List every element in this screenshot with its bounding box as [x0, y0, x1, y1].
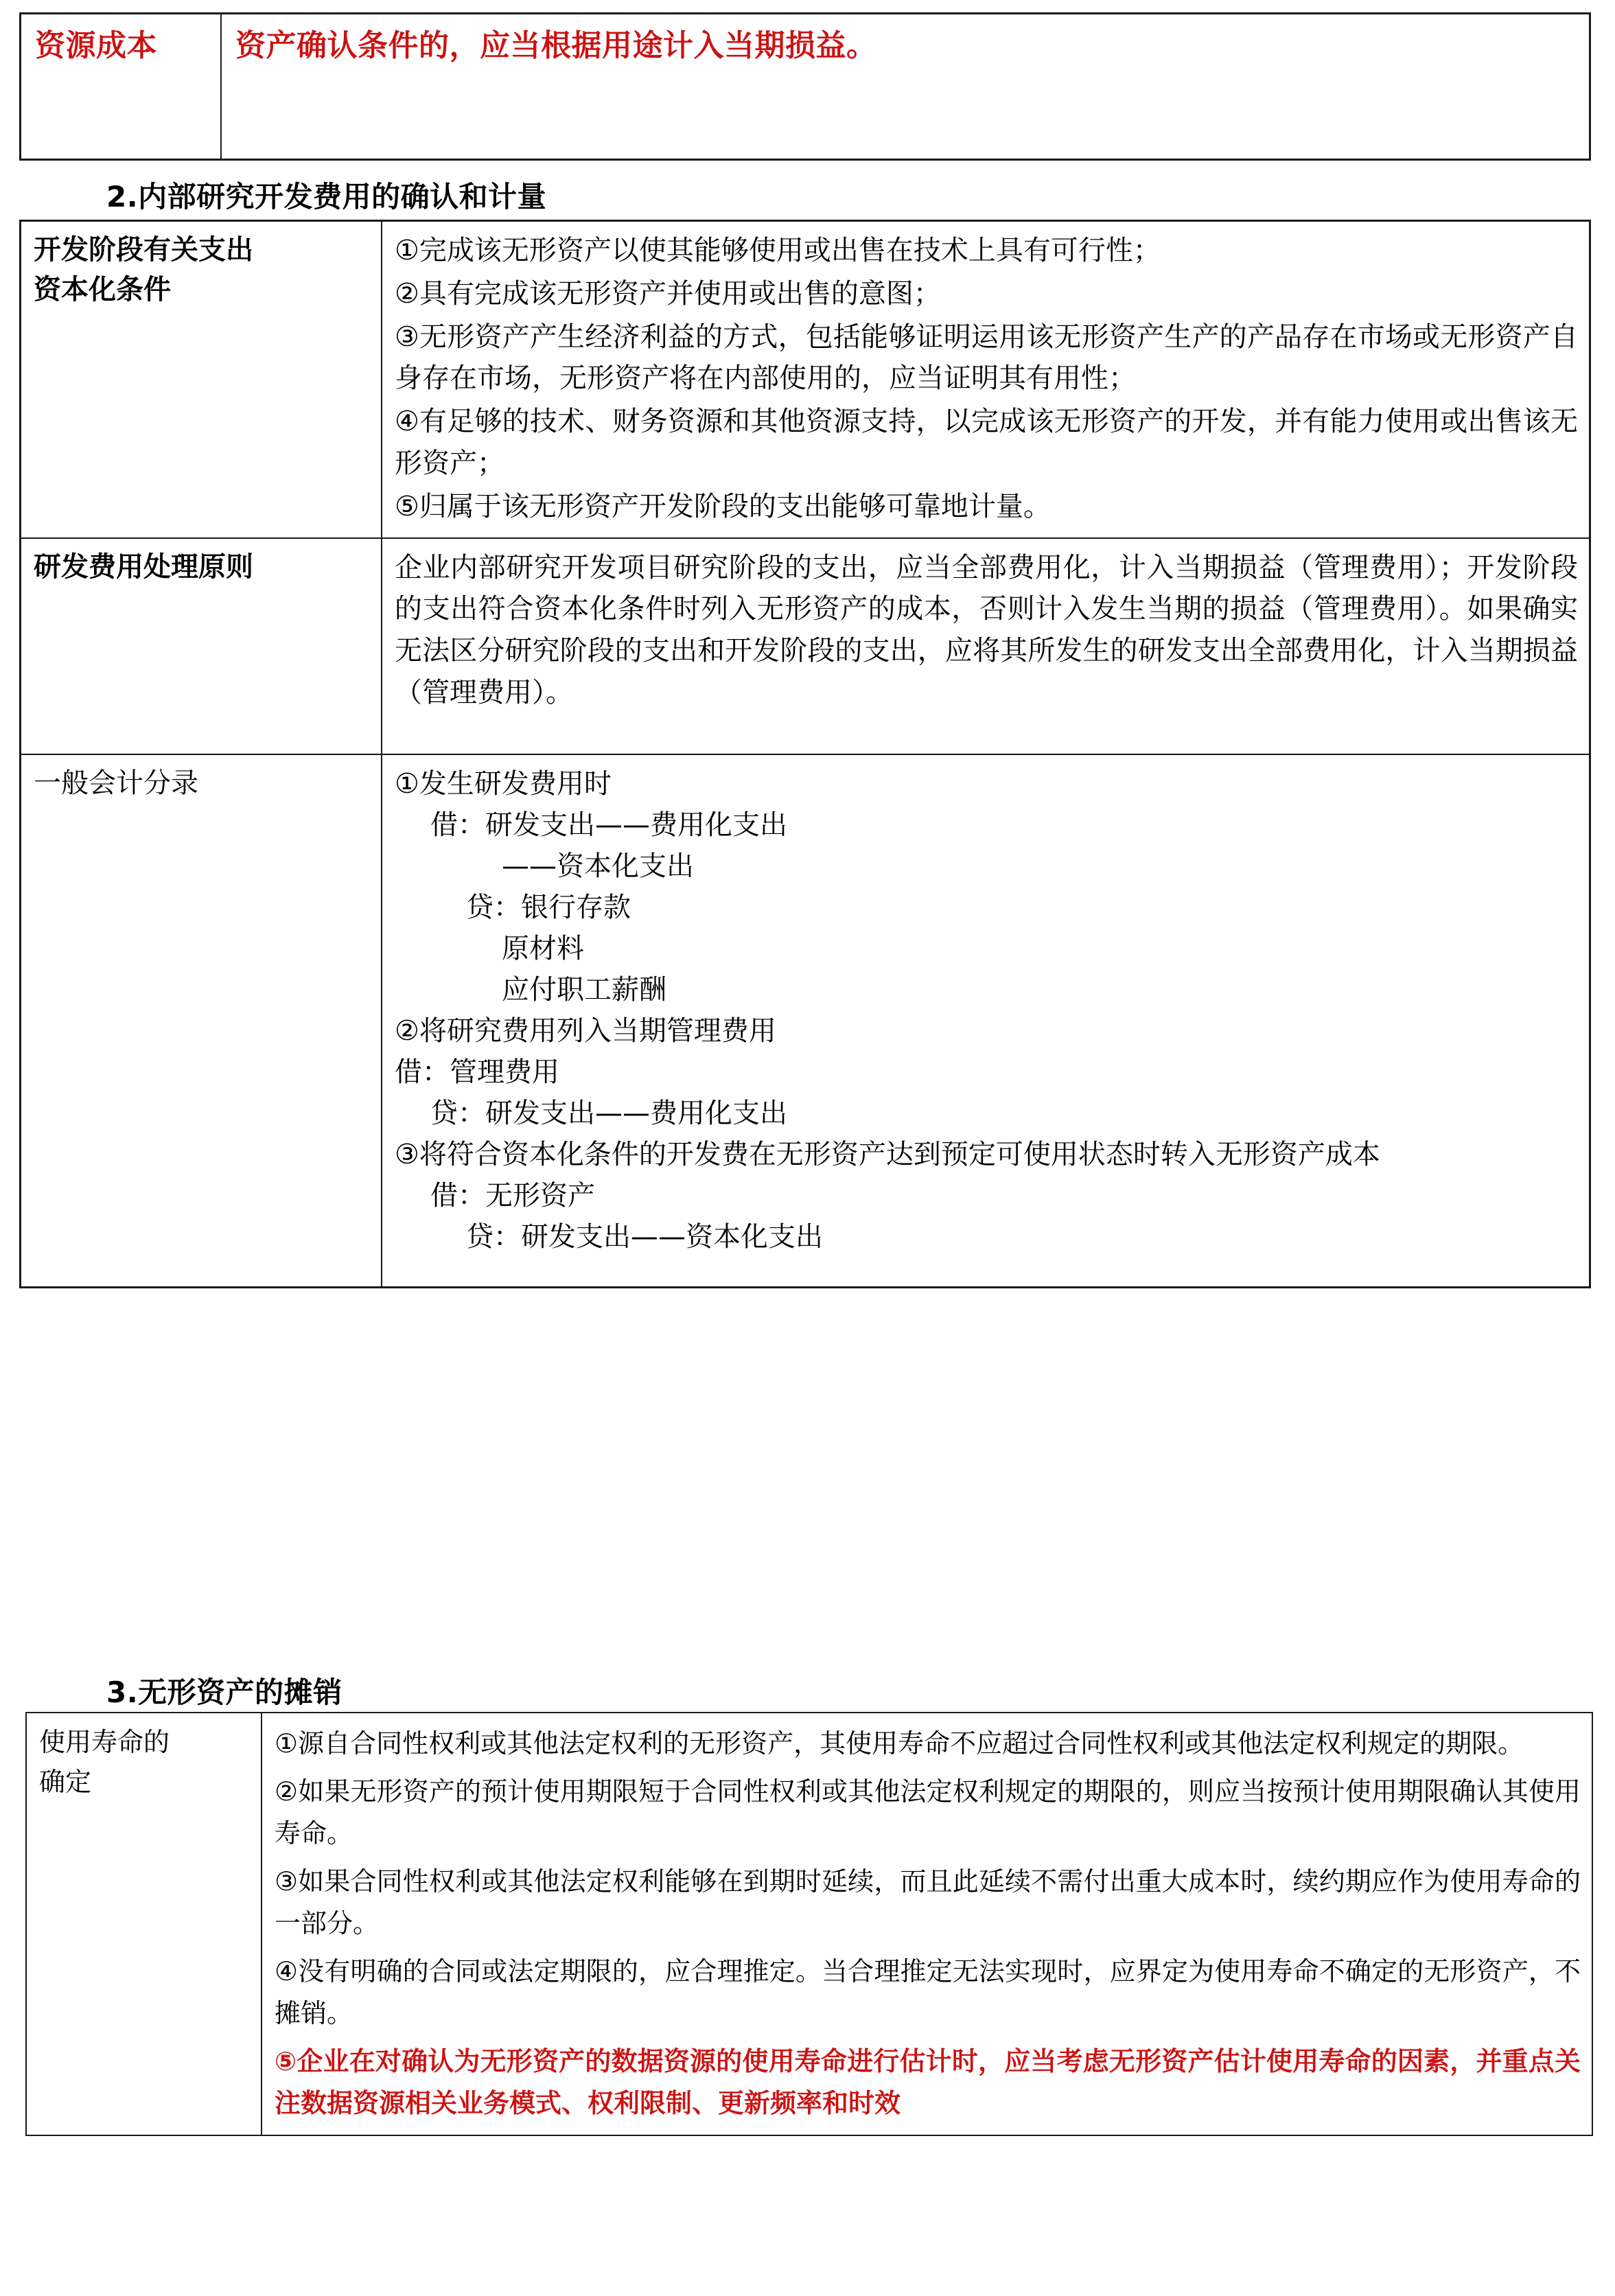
journal-entry-line: 贷：银行存款	[466, 891, 631, 923]
table-row-capitalization	[21, 221, 1590, 538]
capitalization-label-line2: 资本化条件	[34, 274, 171, 305]
journal-entries-label: 一般会计分录	[34, 767, 198, 799]
useful-life-label-line1: 使用寿命的	[39, 1727, 170, 1757]
internal-rnd-table	[19, 220, 1591, 1288]
resource-cost-table	[19, 12, 1591, 161]
useful-life-item-5: ⑤企业在对确认为无形资产的数据资源的使用寿命进行估计时，应当考虑无形资产估计使用寿命的因素，并重点关注数据资源相关业务模式、权利限制、更新频率和时效	[275, 2045, 1581, 2119]
journal-entry-line: 原材料	[502, 932, 584, 964]
journal-entry-line: 贷：研发支出——资本化支出	[466, 1220, 823, 1253]
table-row-journal-entries	[21, 754, 1590, 1288]
useful-life-item-3: ③如果合同性权利或其他法定权利能够在到期时延续，而且此延续不需付出重大成本时，续约期应作为使用寿命的一部分。	[275, 1866, 1581, 1939]
useful-life-label-line2: 确定	[39, 1766, 92, 1797]
journal-entries-body-cell	[382, 754, 1590, 1288]
capitalization-item-3: ③无形资产产生经济利益的方式，包括能够证明运用该无形资产生产的产品存在市场或无形资产自身存在市场，无形资产将在内部使用的，应当证明其有用性；	[395, 321, 1578, 395]
table-row-rnd-principle	[21, 538, 1590, 754]
journal-entry-line: 借：研发支出——费用化支出	[430, 809, 787, 841]
rnd-principle-label: 研发费用处理原则	[34, 550, 253, 583]
capitalization-item-2: ②具有完成该无形资产并使用或出售的意图；	[395, 277, 941, 310]
useful-life-body	[275, 1723, 1581, 2125]
section-2-heading: 2.内部研究开发费用的确认和计量	[106, 180, 547, 213]
capitalization-label-cell	[21, 221, 382, 538]
journal-entry-line: ①发生研发费用时	[395, 767, 612, 800]
capitalization-label-line1: 开发阶段有关支出	[34, 234, 253, 266]
rnd-principle-body-cell	[382, 538, 1590, 754]
rnd-principle-label-cell	[21, 538, 382, 754]
journal-entry-line: 贷：研发支出——费用化支出	[430, 1097, 787, 1129]
journal-entry-line: 应付职工薪酬	[502, 973, 666, 1006]
capitalization-item-5: ⑤归属于该无形资产开发阶段的支出能够可靠地计量。	[395, 490, 1051, 522]
useful-life-table	[25, 1712, 1593, 2136]
rnd-principle-body	[395, 547, 1578, 714]
capitalization-body	[395, 230, 1578, 528]
journal-entry-line: ——资本化支出	[502, 850, 694, 882]
useful-life-item-2: ②如果无形资产的预计使用期限短于合同性权利或其他法定权利规定的期限的，则应当按预计使用期限确认其使用寿命。	[275, 1776, 1581, 1849]
resource-cost-label: 资源成本	[35, 28, 157, 63]
journal-entry-line: 借：无形资产	[430, 1179, 595, 1211]
resource-cost-body: 资产确认条件的，应当根据用途计入当期损益。	[235, 28, 877, 63]
rnd-principle-paragraph: 企业内部研究开发项目研究阶段的支出，应当全部费用化，计入当期损益（管理费用）；开发阶段的支出符合资本化条件时列入无形资产的成本，否则计入发生当期的损益（管理费用）。如果确实无法区分研究阶段的支出和开发阶段的支出，应将其所发生的研发支出全部费用化，计入当期损益（管理费用）。	[395, 551, 1578, 708]
journal-entry-line: ②将研究费用列入当期管理费用	[395, 1014, 776, 1047]
useful-life-item-1: ①源自合同性权利或其他法定权利的无形资产，其使用寿命不应超过合同性权利或其他法定权利规定的期限。	[275, 1728, 1524, 1759]
resource-cost-body-cell	[221, 14, 1590, 160]
capitalization-item-4: ④有足够的技术、财务资源和其他资源支持，以完成该无形资产的开发，并有能力使用或出售该无形资产；	[395, 406, 1578, 479]
table-row-useful-life	[26, 1713, 1592, 2135]
useful-life-item-4: ④没有明确的合同或法定期限的，应合理推定。当合理推定无法实现时，应界定为使用寿命不确定的无形资产，不摊销。	[275, 1956, 1581, 2029]
useful-life-body-cell	[262, 1713, 1592, 2135]
journal-entry-line: ③将符合资本化条件的开发费在无形资产达到预定可使用状态时转入无形资产成本	[395, 1138, 1380, 1170]
capitalization-item-1: ①完成该无形资产以使其能够使用或出售在技术上具有可行性；	[395, 235, 1161, 266]
cell-spacer	[35, 68, 208, 149]
section-3-heading: 3.无形资产的摊销	[106, 1675, 342, 1709]
capitalization-body-cell	[382, 221, 1590, 538]
resource-cost-label-cell	[21, 14, 222, 160]
table-row	[21, 14, 1590, 160]
journal-entries-label-cell	[21, 754, 382, 1288]
journal-entry-line: 借：管理费用	[395, 1056, 559, 1088]
useful-life-label-cell	[26, 1713, 262, 2135]
